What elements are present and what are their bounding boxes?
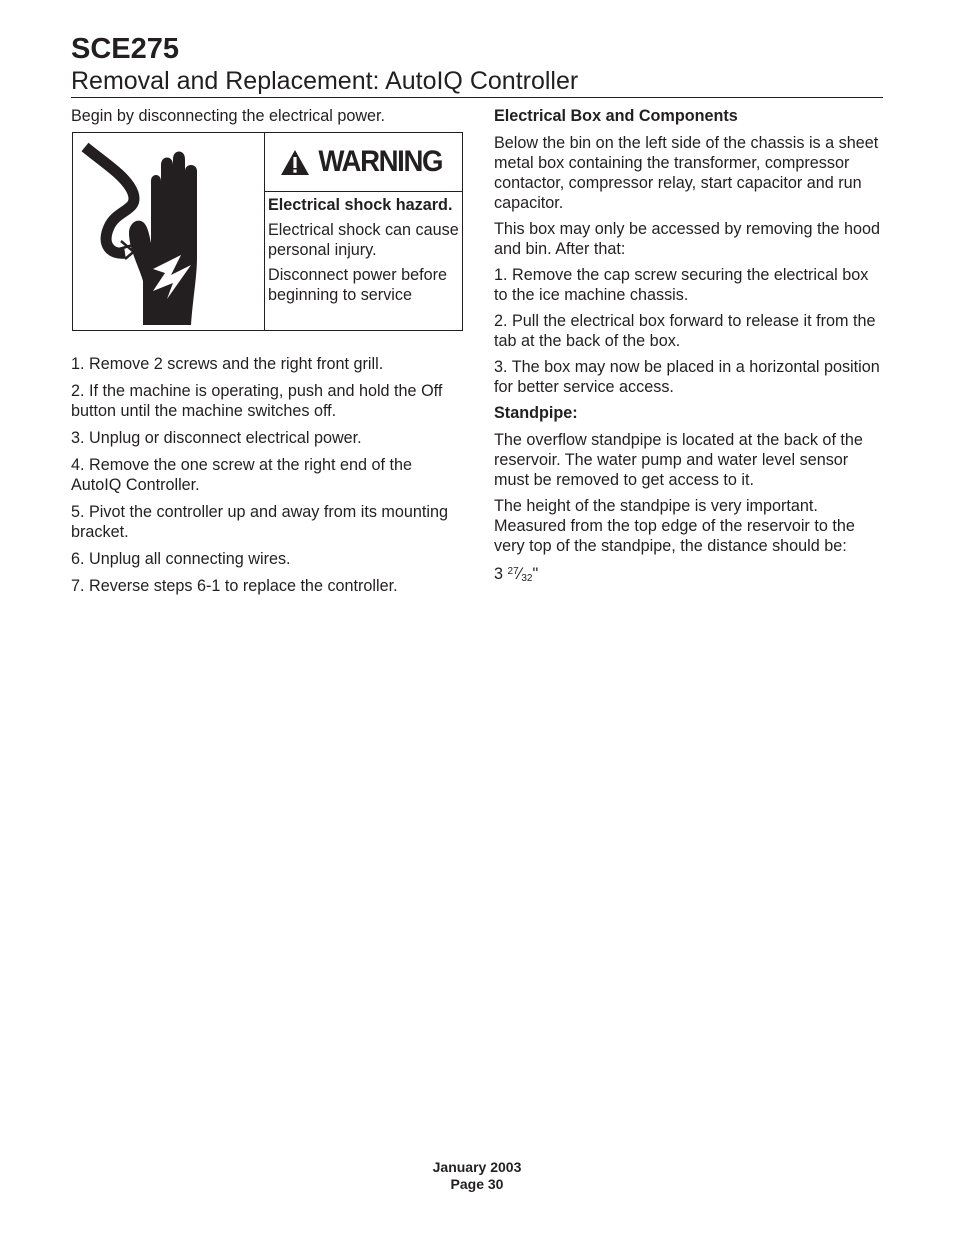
warning-triangle-icon — [280, 149, 310, 176]
fraction-slash: ⁄ — [518, 565, 522, 583]
standpipe-paragraph: The height of the standpipe is very important. Measured from the top edge of the reservoir to the very top of the standpipe, the distance should be: — [494, 497, 855, 555]
footer-date: January 2003 — [432, 1159, 522, 1175]
electrical-box-step: 2. Pull the electrical box forward to release it from the tab at the back of the box. — [494, 312, 876, 350]
measurement-denominator: 32 — [521, 573, 533, 584]
warning-label — [72, 132, 463, 331]
electrical-box-step: 3. The box may now be placed in a horizontal position for better service access. — [494, 358, 880, 396]
electrical-box-heading: Electrical Box and Components — [494, 107, 738, 125]
warning-pictogram — [73, 133, 265, 330]
warning-message — [268, 195, 462, 310]
electrical-box-paragraph: Below the bin on the left side of the chassis is a sheet metal box containing the transformer, compressor contactor, compressor relay, start capacitor and run capacitor. — [494, 134, 879, 212]
step-item: 6. Unplug all connecting wires. — [71, 550, 291, 568]
step-item: 7. Reverse steps 6-1 to replace the controller. — [71, 577, 398, 595]
document-title: SCE275 — [71, 33, 180, 65]
right-column — [494, 106, 886, 595]
intro-text: Begin by disconnecting the electrical power. — [71, 107, 386, 125]
standpipe-measurement — [494, 562, 886, 589]
step-item: 5. Pivot the controller up and away from its mounting bracket. — [71, 503, 448, 541]
standpipe-paragraph: The overflow standpipe is located at the back of the reservoir. The water pump and water level sensor must be removed to get access to it. — [494, 431, 863, 489]
left-column — [71, 106, 463, 603]
standpipe-heading: Standpipe: — [494, 404, 578, 422]
hazard-title: Electrical shock hazard. — [268, 196, 453, 214]
step-item: 4. Remove the one screw at the right end of the AutoIQ Controller. — [71, 456, 413, 494]
measurement-unit: " — [532, 565, 539, 583]
electrical-box-step: 1. Remove the cap screw securing the electrical box to the ice machine chassis. — [494, 266, 869, 304]
title-divider — [71, 97, 883, 98]
electrical-box-paragraph: This box may only be accessed by removing the hood and bin. After that: — [494, 220, 881, 258]
step-item: 2. If the machine is operating, push and hold the Off button until the machine switches off. — [71, 382, 443, 420]
electric-shock-hand-icon — [77, 137, 260, 326]
step-item: 3. Unplug or disconnect electrical power. — [71, 429, 362, 447]
page-footer — [0, 1159, 954, 1193]
warning-signal-header — [265, 133, 462, 192]
hazard-instruction: Disconnect power before beginning to service — [268, 266, 448, 304]
section-title: Removal and Replacement: AutoIQ Controller — [71, 67, 579, 95]
step-item: 1. Remove 2 screws and the right front grill. — [71, 355, 384, 373]
controller-removal-steps — [71, 354, 463, 596]
measurement-whole: 3 — [494, 565, 504, 583]
measurement-numerator: 27 — [507, 566, 519, 577]
footer-page-number: Page 30 — [450, 1176, 504, 1192]
hazard-consequence: Electrical shock can cause personal injury. — [268, 221, 459, 259]
warning-signal-word: WARNING — [318, 145, 442, 178]
